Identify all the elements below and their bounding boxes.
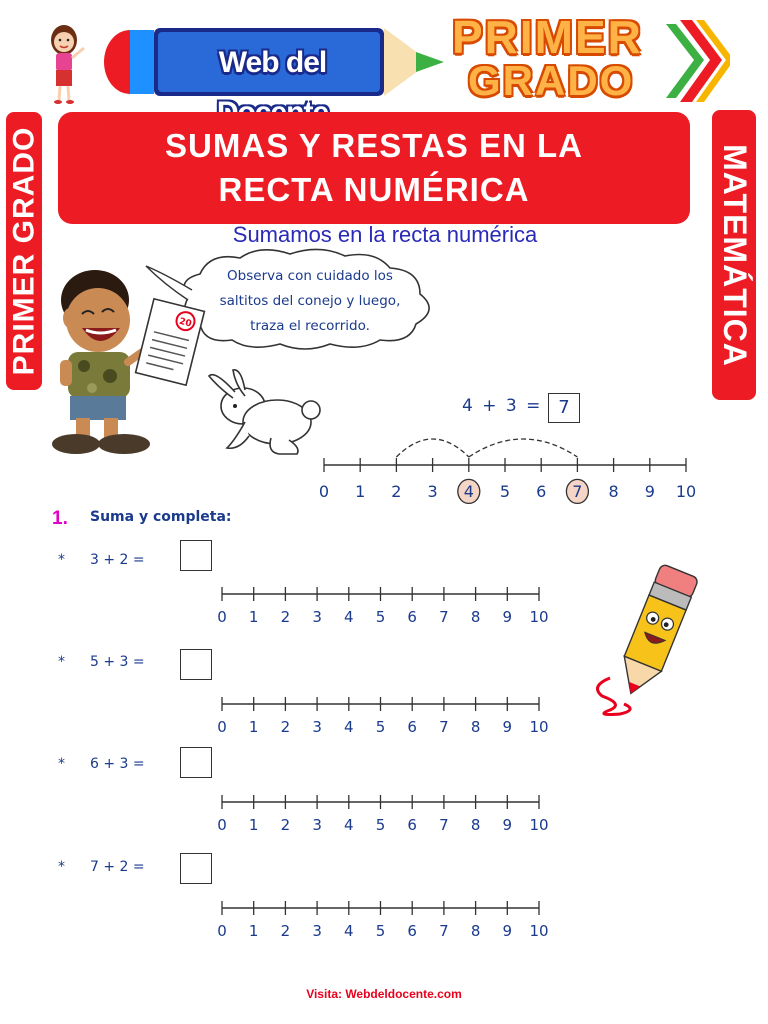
exercise-number-line[interactable] xyxy=(212,792,552,836)
exercise-equation: 6 + 3 = xyxy=(90,756,145,772)
number-line-label: 2 xyxy=(280,922,291,940)
number-line-label: 4 xyxy=(344,922,354,940)
number-line-label: 0 xyxy=(217,718,227,736)
jump-arc xyxy=(396,439,468,457)
exercise-equation: 3 + 2 = xyxy=(90,552,145,568)
number-line-label: 6 xyxy=(536,482,547,501)
svg-text:20: 20 xyxy=(177,316,193,330)
example-answer-box: 7 xyxy=(548,393,580,423)
number-line-label: 4 xyxy=(344,718,354,736)
number-line-label: 5 xyxy=(375,922,386,940)
number-line-label: 1 xyxy=(248,608,259,626)
page-title-line2: RECTA NUMÉRICA xyxy=(218,171,530,208)
number-line-label: 1 xyxy=(355,482,366,501)
answer-box[interactable] xyxy=(180,747,212,778)
exercise-bullet: * xyxy=(58,654,65,670)
exercise-number-line[interactable] xyxy=(212,898,552,942)
page-title xyxy=(58,112,690,224)
number-line-label: 10 xyxy=(529,718,549,736)
number-line-label: 9 xyxy=(502,816,513,834)
number-line-label: 0 xyxy=(318,482,330,501)
page-subtitle: Sumamos en la recta numérica xyxy=(232,222,538,247)
number-line-label: 3 xyxy=(312,718,322,736)
side-banner-left xyxy=(6,112,42,390)
page-title-line1: SUMAS Y RESTAS EN LA xyxy=(165,127,583,164)
example-equation: 4 + 3 = xyxy=(462,396,543,416)
number-line-label: 3 xyxy=(312,922,322,940)
exercise-equation: 7 + 2 = xyxy=(90,859,145,875)
number-line-label: 5 xyxy=(375,816,386,834)
number-line-label: 10 xyxy=(529,816,549,834)
number-line-label: 10 xyxy=(529,922,549,940)
number-line-label: 0 xyxy=(217,608,227,626)
number-line-label: 9 xyxy=(502,608,513,626)
number-line-label: 7 xyxy=(439,608,449,626)
grade-title-line1: PRIMER xyxy=(452,11,643,63)
answer-box[interactable] xyxy=(180,649,212,680)
jump-arc xyxy=(469,439,578,457)
answer-box[interactable] xyxy=(180,540,212,571)
number-line-label: 5 xyxy=(499,482,511,501)
number-line-label: 7 xyxy=(439,922,449,940)
example-number-line xyxy=(310,418,710,510)
number-line-label: 6 xyxy=(407,922,417,940)
speech-line-3: traza el recorrido. xyxy=(250,318,370,334)
exercise-bullet: * xyxy=(58,859,65,875)
number-line-label: 10 xyxy=(675,482,697,501)
boy-with-test-illustration xyxy=(40,262,210,462)
number-line-label: 4 xyxy=(344,608,354,626)
number-line-label: 2 xyxy=(280,608,291,626)
number-line-label: 4 xyxy=(344,816,354,834)
answer-box[interactable] xyxy=(180,853,212,884)
pencil-character-illustration xyxy=(580,560,700,720)
number-line-label: 2 xyxy=(280,718,291,736)
number-line-label: 2 xyxy=(280,816,291,834)
speech-cloud-text xyxy=(205,264,415,348)
number-line-label: 8 xyxy=(470,608,481,626)
exercise-equation: 5 + 3 = xyxy=(90,654,145,670)
number-line-label: 5 xyxy=(375,608,386,626)
exercise-number-line[interactable] xyxy=(212,694,552,738)
number-line-label: 8 xyxy=(608,482,619,501)
number-line-label: 7 xyxy=(439,718,449,736)
speech-line-1: Observa con cuidado los xyxy=(227,268,393,284)
number-line-label: 7 xyxy=(439,816,449,834)
exercise-bullet: * xyxy=(58,756,65,772)
number-line-label: 10 xyxy=(529,608,549,626)
number-line-label: 9 xyxy=(644,482,655,501)
number-line-label: 0 xyxy=(217,816,227,834)
number-line-label: 8 xyxy=(470,718,481,736)
side-banner-left-text: PRIMER GRADO xyxy=(7,126,40,376)
number-line-label: 1 xyxy=(248,718,259,736)
number-line-label: 3 xyxy=(427,482,438,501)
exercise-number-line[interactable] xyxy=(212,584,552,628)
number-line-label: 1 xyxy=(248,922,259,940)
number-line-label: 4 xyxy=(463,482,474,501)
number-line-label: 7 xyxy=(572,482,583,501)
exercise-bullet: * xyxy=(58,552,65,568)
exercise-number: 1. xyxy=(52,508,68,529)
side-banner-right xyxy=(712,110,756,400)
number-line-label: 5 xyxy=(375,718,386,736)
grade-title-line2: GRADO xyxy=(468,57,635,104)
speech-line-2: saltitos del conejo y luego, xyxy=(219,293,401,309)
number-line-label: 6 xyxy=(407,608,417,626)
number-line-label: 2 xyxy=(391,482,402,501)
number-line-label: 1 xyxy=(248,816,259,834)
number-line-label: 6 xyxy=(407,718,417,736)
number-line-label: 9 xyxy=(502,718,513,736)
number-line-label: 3 xyxy=(312,816,322,834)
side-banner-right-text: MATEMÁTICA xyxy=(716,143,753,367)
exercise-instruction: Suma y completa: xyxy=(90,509,232,525)
number-line-label: 8 xyxy=(470,816,481,834)
number-line-label: 6 xyxy=(407,816,417,834)
number-line-label: 9 xyxy=(502,922,513,940)
number-line-label: 0 xyxy=(217,922,227,940)
number-line-label: 8 xyxy=(470,922,481,940)
teacher-illustration xyxy=(36,18,96,104)
logo-text: Web del xyxy=(218,46,327,79)
footer-link[interactable]: Visita: Webdeldocente.com xyxy=(306,987,462,1001)
rabbit-illustration xyxy=(205,366,325,460)
number-line-label: 3 xyxy=(312,608,322,626)
